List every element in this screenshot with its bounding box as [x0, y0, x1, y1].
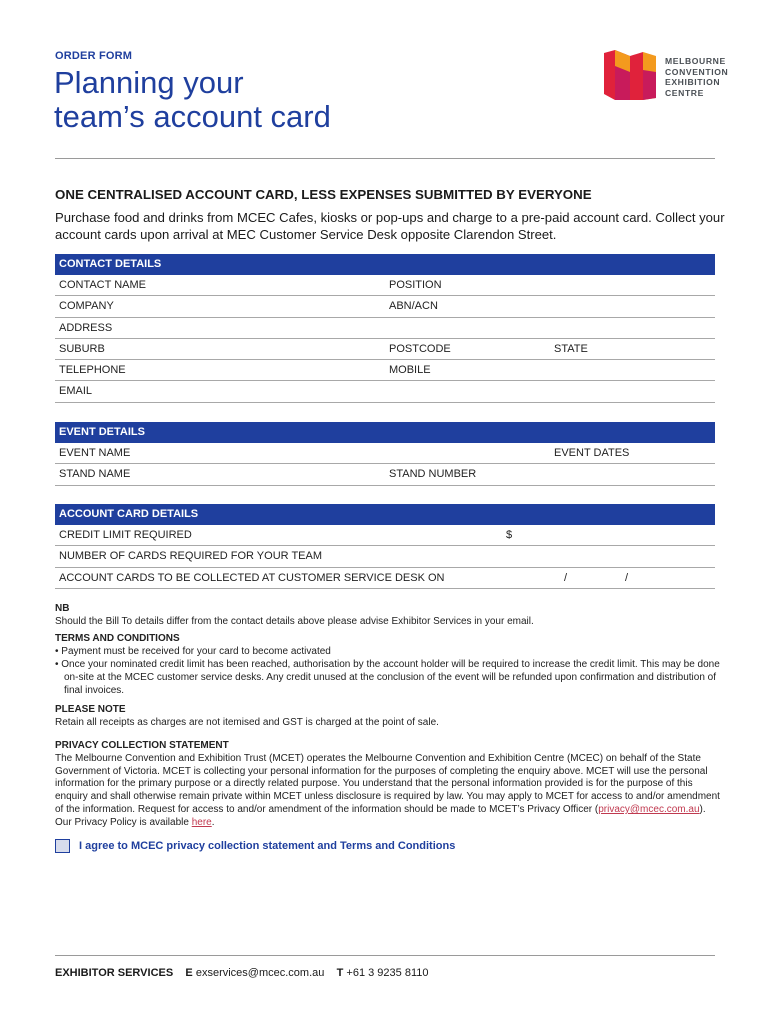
privacy-heading: PRIVACY COLLECTION STATEMENT: [55, 740, 229, 751]
privacy-block: [55, 740, 720, 830]
num-cards-label: NUMBER OF CARDS REQUIRED FOR YOUR TEAM: [59, 550, 323, 563]
title-line-1: Planning your: [54, 65, 244, 100]
stand-number-label: STAND NUMBER: [389, 468, 477, 481]
please-note-block: [55, 704, 720, 730]
collection-date-row[interactable]: [55, 568, 715, 589]
footer-phone-prefix: T: [336, 967, 344, 979]
footer-email-prefix: E: [185, 967, 193, 979]
terms-heading: TERMS AND CONDITIONS: [55, 633, 180, 644]
page-title: [54, 66, 474, 134]
top-divider: [55, 158, 715, 159]
date-separator: /: [625, 571, 629, 584]
stand-row[interactable]: [55, 464, 715, 485]
telephone-row[interactable]: [55, 360, 715, 381]
footer: [55, 967, 428, 979]
event-details-section: [55, 422, 715, 486]
event-name-row[interactable]: [55, 443, 715, 464]
privacy-text: [55, 753, 720, 828]
mcec-logo-icon: [604, 50, 658, 102]
contact-name-row[interactable]: [55, 275, 715, 296]
terms-block: [55, 633, 720, 698]
address-label: ADDRESS: [59, 321, 113, 334]
abn-label: ABN/ACN: [389, 300, 438, 313]
terms-item: • Once your nominated credit limit has been reached, authorisation by the account holder will be required to increase the credit limit. This may be done on-site at the MCEC customer service desks. Any credit unused at the conclusion of the event will be refunded upon confirmation and distribution of final invoices.: [55, 658, 720, 696]
credit-limit-label: CREDIT LIMIT REQUIRED: [59, 529, 192, 541]
num-cards-row[interactable]: [55, 546, 715, 567]
intro-text: Purchase food and drinks from MCEC Cafes, kiosks or pop-ups and charge to a pre-paid account card. Collect your account cards upon arrival at MEC Customer Service Desk opposite Clarendon Street.: [55, 210, 725, 242]
logo-line: MELBOURNE: [665, 56, 726, 66]
nb-note: [55, 602, 720, 628]
currency-symbol: $: [506, 529, 513, 541]
privacy-text-mid: ). Our Privacy Policy is available: [55, 803, 706, 828]
address-row[interactable]: [55, 318, 715, 339]
telephone-label: TELEPHONE: [59, 364, 126, 377]
event-details-heading: EVENT DETAILS: [55, 422, 715, 443]
account-card-heading: ACCOUNT CARD DETAILS: [55, 504, 715, 525]
privacy-text-end: .: [211, 816, 215, 828]
collection-date-label: ACCOUNT CARDS TO BE COLLECTED AT CUSTOMER SERVICE DESK ON: [59, 571, 445, 584]
logo-wordmark: [665, 56, 728, 98]
logo-line: EXHIBITION: [665, 77, 721, 88]
company-row[interactable]: [55, 296, 715, 317]
mobile-label: MOBILE: [389, 364, 431, 377]
privacy-email-link[interactable]: privacy@mcec.com.au: [598, 803, 700, 815]
terms-item: • Payment must be received for your card to become activated: [55, 645, 331, 657]
event-name-label: EVENT NAME: [59, 447, 131, 459]
contact-details-heading: CONTACT DETAILS: [55, 254, 715, 275]
email-label: EMAIL: [59, 385, 93, 398]
company-label: COMPANY: [59, 300, 114, 313]
footer-email[interactable]: exservices@mcec.com.au: [195, 967, 325, 979]
logo-line: CONVENTION: [665, 66, 729, 77]
agree-label[interactable]: I agree to MCEC privacy collection statement and Terms and Conditions: [79, 840, 456, 852]
contact-name-label: CONTACT NAME: [59, 279, 146, 291]
footer-divider: [55, 955, 715, 956]
suburb-row[interactable]: [55, 339, 715, 360]
position-label: POSITION: [389, 279, 442, 291]
date-separator: /: [564, 571, 568, 584]
mcec-logo: [604, 50, 729, 102]
privacy-text-start: The Melbourne Convention and Exhibition Trust (MCET) operates the Melbourne Convention and Exhibition Centre (MCEC) on behalf of the State Government of Victoria. MCET is collecting your personal information for the purposes of completing the enquiry above. MCET will use the personal information for the primary purpose or a directly related purpose. You understand that the personal information provided is for the purpose of this enquiry and shall otherwise remain private within MCET unless disclosure is required by law. You may apply to MCET for access to and/or amendment of the information. Request for access to and/or amendment of the information should be made to MCET’s Privacy Officer (: [55, 752, 720, 815]
agree-checkbox[interactable]: [55, 839, 70, 853]
footer-phone: +61 3 9235 8110: [346, 967, 429, 979]
footer-label: EXHIBITOR SERVICES: [55, 967, 174, 979]
email-row[interactable]: [55, 381, 715, 402]
postcode-label: POSTCODE: [389, 342, 451, 355]
nb-text: Should the Bill To details differ from the contact details above please advise Exhibitor Services in your email.: [55, 616, 534, 627]
account-card-section: [55, 504, 715, 589]
nb-heading: NB: [55, 603, 70, 614]
stand-name-label: STAND NAME: [59, 468, 131, 481]
logo-line: CENTRE: [665, 87, 704, 98]
state-label: STATE: [554, 342, 588, 355]
privacy-policy-link[interactable]: here: [191, 816, 212, 828]
contact-details-section: [55, 254, 715, 403]
title-line-2: team’s account card: [54, 99, 331, 134]
suburb-label: SUBURB: [59, 342, 105, 355]
please-note-text: Retain all receipts as charges are not itemised and GST is charged at the point of sale.: [55, 716, 439, 728]
form-kicker: ORDER FORM: [55, 50, 133, 62]
event-dates-label: EVENT DATES: [554, 447, 630, 459]
intro-headline: ONE CENTRALISED ACCOUNT CARD, LESS EXPENSES SUBMITTED BY EVERYONE: [55, 187, 592, 202]
credit-limit-row[interactable]: [55, 525, 715, 546]
please-note-heading: PLEASE NOTE: [55, 704, 126, 715]
